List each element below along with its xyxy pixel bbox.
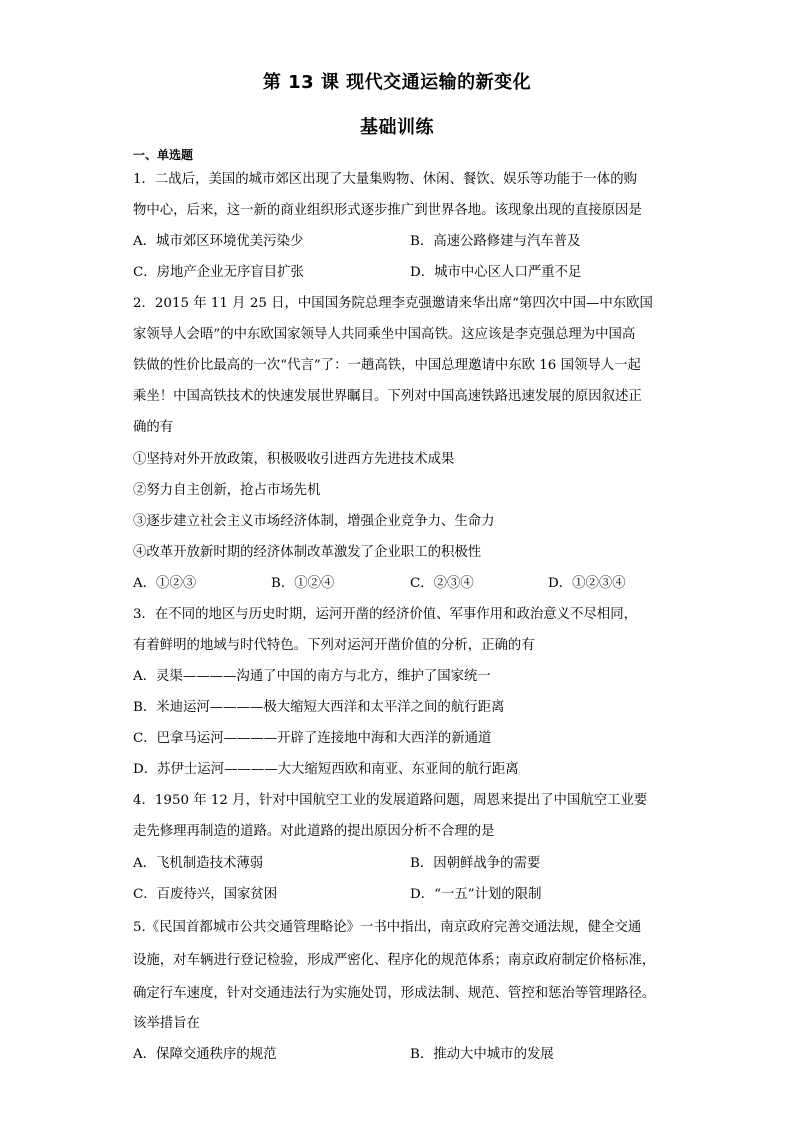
question-5-line: 确定行车速度，针对交通违法行为实施处罚，形成法制、规范、管控和惩治等管理路径。	[133, 986, 656, 1001]
question-3-option-b: B．米迪运河————极大缩短大西洋和太平洋之间的航行距离	[133, 700, 505, 715]
page-subtitle: 基础训练	[360, 117, 434, 138]
question-2-item-2: ②努力自主创新，抢占市场先机	[133, 483, 321, 498]
question-2-line: 2．2015 年 11 月 25 日，中国国务院总理李克强邀请来华出席“第四次中国—中东欧国	[133, 296, 653, 311]
question-1-option-a: A．城市郊区环境优美污染少	[133, 234, 304, 249]
question-5-option-a: A．保障交通秩序的规范	[133, 1047, 277, 1062]
question-2-line: 铁做的性价比最高的一次“代言”了：一趟高铁，中国总理邀请中东欧 16 国领导人一起	[133, 358, 641, 373]
question-4-line: 4．1950 年 12 月，针对中国航空工业的发展道路问题，周恩来提出了中国航空工业要	[133, 793, 648, 808]
question-1-line: 物中心，后来，这一新的商业组织形式逐步推广到世界各地。该现象出现的直接原因是	[133, 203, 642, 218]
question-3-option-d: D．苏伊士运河————大大缩短西欧和南亚、东亚间的航行距离	[133, 762, 519, 777]
question-1-option-d: D．城市中心区人口严重不足	[410, 265, 582, 280]
question-1-option-c: C．房地产企业无序盲目扩张	[133, 265, 304, 280]
question-2-option-a: A．①②③	[133, 576, 197, 591]
question-4-line: 走先修理再制造的道路。对此道路的提出原因分析不合理的是	[133, 824, 495, 839]
question-5-line: 该举措旨在	[133, 1016, 200, 1031]
question-3-option-c: C．巴拿马运河————开辟了连接地中海和大西洋的新通道	[133, 731, 492, 746]
question-2-item-1: ①坚持对外开放政策，积极吸收引进西方先进技术成果	[133, 452, 455, 467]
question-4-option-d: D．“一五”计划的限制	[410, 887, 542, 902]
question-2-line: 乘坐！中国高铁技术的快速发展世界瞩目。下列对中国高速铁路迅速发展的原因叙述正	[133, 389, 642, 404]
question-2-item-4: ④改革开放新时期的经济体制改革激发了企业职工的积极性	[133, 545, 482, 560]
question-1-line: 1．二战后，美国的城市郊区出现了大量集购物、休闲、餐饮、娱乐等功能于一体的购	[133, 172, 637, 187]
question-3-option-a: A．灵渠————沟通了中国的南方与北方，维护了国家统一	[133, 669, 491, 684]
question-2-option-d: D．①②③④	[548, 576, 626, 591]
question-1-option-b: B．高速公路修建与汽车普及	[410, 234, 581, 249]
question-2-line: 确的有	[133, 420, 174, 435]
question-2-line: 家领导人会晤”的中东欧国家领导人共同乘坐中国高铁。这应该是李克强总理为中国高	[133, 327, 636, 342]
question-3-line: 有着鲜明的地域与时代特色。下列对运河开凿价值的分析，正确的有	[133, 638, 535, 653]
question-2-option-c: C．②③④	[410, 576, 474, 591]
question-5-line: 设施，对车辆进行登记检验，形成严密化、程序化的规范体系；南京政府制定价格标准，	[133, 953, 656, 968]
question-5-option-b: B．推动大中城市的发展	[410, 1047, 554, 1062]
question-2-option-b: B．①②④	[271, 576, 335, 591]
question-3-line: 3．在不同的地区与历史时期，运河开凿的经济价值、军事作用和政治意义不尽相同，	[133, 607, 637, 622]
question-4-option-c: C．百废待兴，国家贫困	[133, 887, 278, 902]
question-4-option-b: B．因朝鲜战争的需要	[410, 856, 541, 871]
question-4-option-a: A．飞机制造技术薄弱	[133, 856, 264, 871]
question-5-line: 5.《民国首都城市公共交通管理略论》一书中指出，南京政府完善交通法规，健全交通	[133, 920, 642, 935]
page-title: 第 13 课 现代交通运输的新变化	[262, 72, 532, 93]
section-heading: 一、单选题	[133, 148, 194, 162]
question-2-item-3: ③逐步建立社会主义市场经济体制，增强企业竞争力、生命力	[133, 514, 495, 529]
